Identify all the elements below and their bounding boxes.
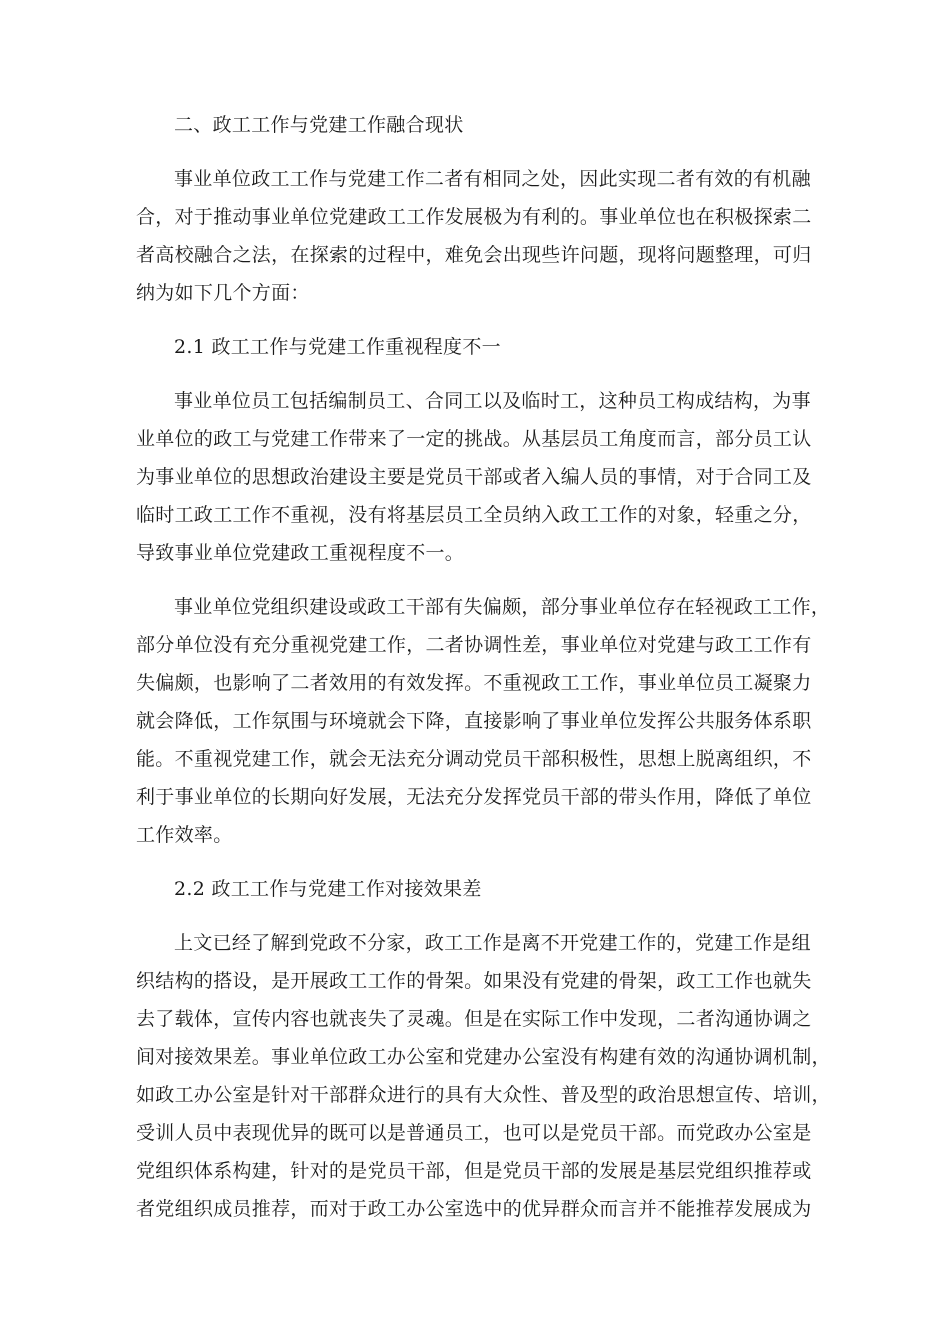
text-line: 者高校融合之法，在探索的过程中，难免会出现些许问题，现将问题整理，可归 bbox=[136, 244, 812, 266]
paragraph-1 bbox=[136, 160, 816, 312]
subsection-heading-2-1 bbox=[136, 328, 816, 366]
text-line: 事业单位员工包括编制员工、合同工以及临时工，这种员工构成结构，为事 bbox=[174, 390, 811, 412]
text-line: 织结构的搭设，是开展政工工作的骨架。如果没有党建的骨架，政工工作也就失 bbox=[136, 970, 812, 992]
text-line: 导致事业单位党建政工重视程度不一。 bbox=[136, 542, 465, 564]
section-heading bbox=[136, 106, 816, 144]
text-line: 受训人员中表现优异的既可以是普通员工，也可以是党员干部。而党政办公室是 bbox=[136, 1122, 812, 1144]
text-line: 事业单位党组织建设或政工干部有失偏颇，部分事业单位存在轻视政工工作， bbox=[174, 596, 831, 618]
text-line: 就会降低，工作氛围与环境就会下降，直接影响了事业单位发挥公共服务体系职 bbox=[136, 710, 812, 732]
text-line: 能。不重视党建工作，就会无法充分调动党员干部积极性，思想上脱离组织，不 bbox=[136, 748, 812, 770]
text-line: 去了载体，宣传内容也就丧失了灵魂。但是在实际工作中发现，二者沟通协调之 bbox=[136, 1008, 812, 1030]
document-body bbox=[136, 106, 831, 1228]
heading-text: 2.2 政工工作与党建工作对接效果差 bbox=[174, 878, 482, 900]
text-line: 纳为如下几个方面： bbox=[136, 282, 310, 304]
paragraph-3 bbox=[136, 588, 831, 854]
paragraph-2 bbox=[136, 382, 816, 572]
heading-text: 2.1 政工工作与党建工作重视程度不一 bbox=[174, 336, 501, 358]
subsection-heading-2-2 bbox=[136, 870, 816, 908]
text-line: 如政工办公室是针对干部群众进行的具有大众性、普及型的政治思想宣传、培训， bbox=[136, 1084, 831, 1106]
text-line: 利于事业单位的长期向好发展，无法充分发挥党员干部的带头作用，降低了单位 bbox=[136, 786, 812, 808]
text-line: 上文已经了解到党政不分家，政工工作是离不开党建工作的，党建工作是组 bbox=[174, 932, 811, 954]
paragraph-4 bbox=[136, 924, 831, 1228]
text-line: 者党组织成员推荐，而对于政工办公室选中的优异群众而言并不能推荐发展成为 bbox=[136, 1198, 812, 1220]
text-line: 党组织体系构建，针对的是党员干部，但是党员干部的发展是基层党组织推荐或 bbox=[136, 1160, 812, 1182]
text-line: 工作效率。 bbox=[136, 824, 233, 846]
text-line: 合，对于推动事业单位党建政工工作发展极为有利的。事业单位也在积极探索二 bbox=[136, 206, 812, 228]
text-line: 部分单位没有充分重视党建工作，二者协调性差，事业单位对党建与政工工作有 bbox=[136, 634, 812, 656]
text-line: 失偏颇，也影响了二者效用的有效发挥。不重视政工工作，事业单位员工凝聚力 bbox=[136, 672, 812, 694]
text-line: 事业单位政工工作与党建工作二者有相同之处，因此实现二者有效的有机融 bbox=[174, 168, 811, 190]
text-line: 临时工政工工作不重视，没有将基层员工全员纳入政工工作的对象，轻重之分， bbox=[136, 504, 812, 526]
text-line: 为事业单位的思想政治建设主要是党员干部或者入编人员的事情，对于合同工及 bbox=[136, 466, 812, 488]
text-line: 间对接效果差。事业单位政工办公室和党建办公室没有构建有效的沟通协调机制， bbox=[136, 1046, 831, 1068]
text-line: 业单位的政工与党建工作带来了一定的挑战。从基层员工角度而言，部分员工认 bbox=[136, 428, 812, 450]
heading-text: 二、政工工作与党建工作融合现状 bbox=[174, 114, 464, 136]
